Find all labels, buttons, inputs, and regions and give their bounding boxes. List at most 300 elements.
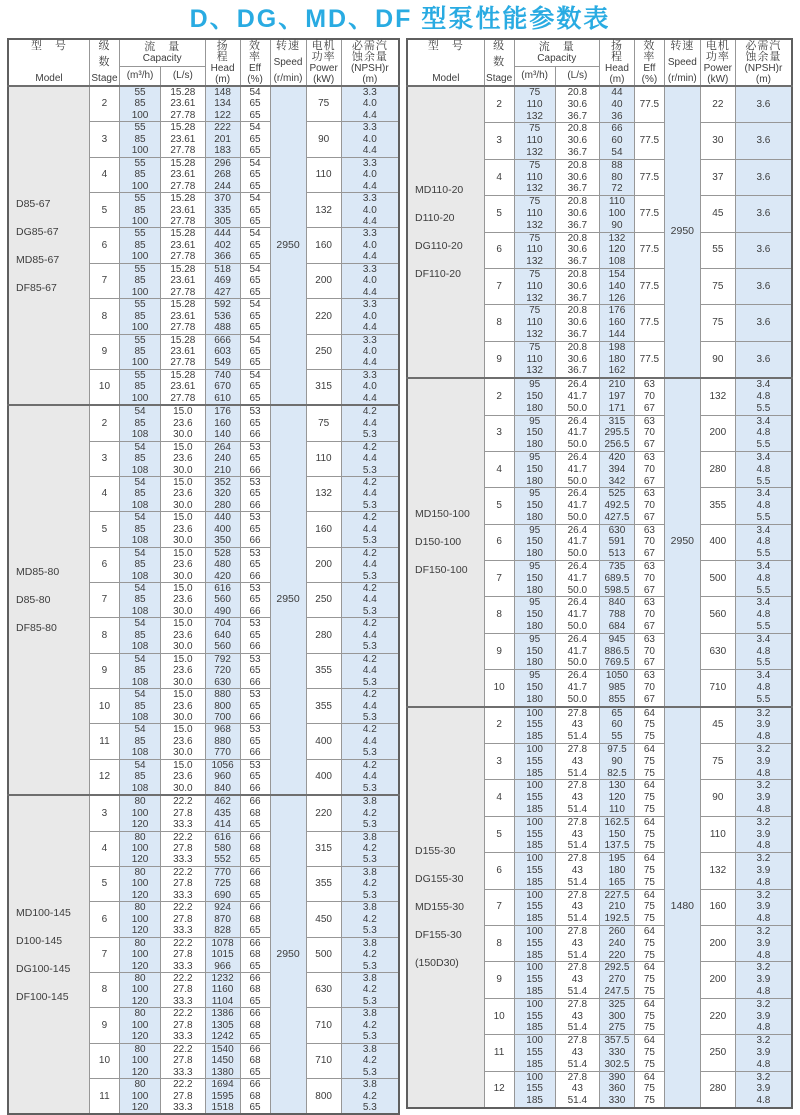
- stage-cell: 6: [484, 524, 514, 560]
- head-cell: 162.5 150 137.5: [599, 816, 634, 852]
- capacity-ls-cell: 26.4 41.7 50.0: [555, 451, 599, 487]
- power-cell: 200: [306, 263, 341, 298]
- head-cell: 222 201 183: [205, 122, 240, 157]
- stage-cell: 10: [90, 369, 120, 405]
- capacity-m3h-cell: 54 85 108: [119, 759, 160, 795]
- stage-cell: 6: [484, 232, 514, 268]
- head-cell: 1056 960 840: [205, 759, 240, 795]
- capacity-m3h-cell: 75 110 132: [514, 341, 555, 378]
- model-name: DF100-145: [16, 990, 69, 1003]
- eff-cell: 77.5: [634, 268, 664, 304]
- stage-cell: 6: [90, 547, 120, 582]
- capacity-ls-cell: 22.2 27.8 33.3: [161, 902, 205, 937]
- capacity-m3h-cell: 75 110 132: [514, 305, 555, 341]
- stage-cell: 8: [484, 597, 514, 633]
- power-cell: 160: [700, 889, 735, 925]
- capacity-m3h-cell: 95 150 180: [514, 488, 555, 524]
- eff-cell: 53 65 66: [240, 512, 270, 547]
- model-cell: [8, 405, 90, 795]
- stage-cell: 9: [484, 633, 514, 669]
- head-cell: 227.5 210 192.5: [599, 889, 634, 925]
- eff-cell: 54 65 65: [240, 228, 270, 263]
- header-speed: 转速 Speed (r/min): [270, 39, 306, 86]
- header-head: 扬 程 Head (m): [599, 39, 634, 86]
- npsh-cell: 3.6: [735, 159, 792, 195]
- power-cell: 250: [700, 1035, 735, 1071]
- capacity-m3h-cell: 80 100 120: [119, 1079, 160, 1115]
- capacity-ls-cell: 26.4 41.7 50.0: [555, 561, 599, 597]
- eff-cell: 63 70 67: [634, 561, 664, 597]
- capacity-m3h-cell: 95 150 180: [514, 633, 555, 669]
- power-cell: 30: [700, 123, 735, 159]
- capacity-m3h-cell: 100 155 185: [514, 889, 555, 925]
- stage-cell: 7: [484, 561, 514, 597]
- head-cell: 1540 1450 1380: [205, 1043, 240, 1078]
- model-cell: [8, 795, 90, 1114]
- power-cell: 280: [306, 618, 341, 653]
- npsh-cell: 3.4 4.8 5.5: [735, 561, 792, 597]
- capacity-ls-cell: 15.0 23.6 30.0: [161, 689, 205, 724]
- power-cell: 200: [700, 415, 735, 451]
- capacity-ls-cell: 27.8 43 51.4: [555, 925, 599, 961]
- model-cell: [8, 86, 90, 405]
- model-name: D155-30: [415, 845, 456, 858]
- head-cell: 924 870 828: [205, 902, 240, 937]
- eff-cell: 66 68 65: [240, 831, 270, 866]
- model-name: DF110-20: [415, 268, 461, 281]
- capacity-m3h-cell: 54 85 108: [119, 583, 160, 618]
- capacity-m3h-cell: 54 85 108: [119, 512, 160, 547]
- npsh-cell: 3.2 3.9 4.8: [735, 962, 792, 998]
- header-npsh: 必需汽 蚀余量 (NPSH)r (m): [735, 39, 792, 86]
- model-name: DF85-67: [16, 281, 57, 294]
- npsh-cell: 4.2 4.4 5.3: [341, 653, 399, 688]
- capacity-ls-cell: 15.28 23.61 27.78: [161, 193, 205, 228]
- head-cell: 176 160 144: [599, 305, 634, 341]
- capacity-ls-cell: 26.4 41.7 50.0: [555, 524, 599, 560]
- power-cell: 280: [700, 451, 735, 487]
- capacity-m3h-cell: 55 85 100: [119, 122, 160, 157]
- power-cell: 90: [700, 341, 735, 378]
- power-cell: 220: [700, 998, 735, 1034]
- power-cell: 315: [306, 369, 341, 405]
- power-cell: 75: [700, 744, 735, 780]
- capacity-m3h-cell: 100 155 185: [514, 962, 555, 998]
- header-unit-m3h: (m³/h): [119, 66, 160, 86]
- model-name: D100-145: [16, 934, 63, 947]
- capacity-ls-cell: 15.0 23.6 30.0: [161, 618, 205, 653]
- npsh-cell: 3.4 4.8 5.5: [735, 451, 792, 487]
- capacity-ls-cell: 26.4 41.7 50.0: [555, 597, 599, 633]
- capacity-ls-cell: 20.8 30.6 36.7: [555, 159, 599, 195]
- eff-cell: 66 68 65: [240, 1079, 270, 1115]
- model-cell: [407, 86, 484, 378]
- eff-cell: 66 68 65: [240, 937, 270, 972]
- eff-cell: 77.5: [634, 123, 664, 159]
- head-cell: 735 689.5 598.5: [599, 561, 634, 597]
- power-cell: 200: [306, 547, 341, 582]
- capacity-m3h-cell: 80 100 120: [119, 831, 160, 866]
- head-cell: 968 880 770: [205, 724, 240, 759]
- npsh-cell: 3.6: [735, 268, 792, 304]
- stage-cell: 3: [484, 744, 514, 780]
- power-cell: 355: [306, 689, 341, 724]
- npsh-cell: 4.2 4.4 5.3: [341, 759, 399, 795]
- eff-cell: 63 70 67: [634, 415, 664, 451]
- capacity-ls-cell: 15.28 23.61 27.78: [161, 299, 205, 334]
- capacity-m3h-cell: 80 100 120: [119, 902, 160, 937]
- eff-cell: 53 65 66: [240, 724, 270, 759]
- power-cell: 75: [306, 86, 341, 122]
- power-cell: 90: [700, 780, 735, 816]
- power-cell: 55: [700, 232, 735, 268]
- power-cell: 37: [700, 159, 735, 195]
- eff-cell: 66 68 65: [240, 866, 270, 901]
- capacity-ls-cell: 26.4 41.7 50.0: [555, 378, 599, 415]
- power-cell: 280: [700, 1071, 735, 1108]
- stage-cell: 10: [90, 1043, 120, 1078]
- capacity-m3h-cell: 100 155 185: [514, 780, 555, 816]
- npsh-cell: 3.6: [735, 123, 792, 159]
- capacity-m3h-cell: 54 85 108: [119, 441, 160, 476]
- eff-cell: 64 75 75: [634, 925, 664, 961]
- power-cell: 250: [306, 583, 341, 618]
- npsh-cell: 4.2 4.4 5.3: [341, 547, 399, 582]
- header-capacity: 流 量 Capacity: [119, 39, 205, 66]
- capacity-m3h-cell: 54 85 108: [119, 618, 160, 653]
- stage-cell: 5: [484, 488, 514, 524]
- capacity-ls-cell: 27.8 43 51.4: [555, 1071, 599, 1108]
- capacity-ls-cell: 22.2 27.8 33.3: [161, 1008, 205, 1043]
- stage-cell: 2: [90, 86, 120, 122]
- stage-cell: 4: [90, 157, 120, 192]
- npsh-cell: 3.2 3.9 4.8: [735, 998, 792, 1034]
- npsh-cell: 3.8 4.2 5.3: [341, 1043, 399, 1078]
- eff-cell: 54 65 65: [240, 86, 270, 122]
- capacity-ls-cell: 27.8 43 51.4: [555, 1035, 599, 1071]
- capacity-ls-cell: 15.28 23.61 27.78: [161, 122, 205, 157]
- npsh-cell: 4.2 4.4 5.3: [341, 476, 399, 511]
- eff-cell: 63 70 67: [634, 597, 664, 633]
- header-model: 型 号 Model: [8, 39, 90, 86]
- npsh-cell: 3.4 4.8 5.5: [735, 670, 792, 707]
- stage-cell: 2: [484, 707, 514, 744]
- head-cell: 630 591 513: [599, 524, 634, 560]
- head-cell: 370 335 305: [205, 193, 240, 228]
- stage-cell: 11: [90, 1079, 120, 1115]
- capacity-m3h-cell: 95 150 180: [514, 597, 555, 633]
- head-cell: 315 295.5 256.5: [599, 415, 634, 451]
- npsh-cell: 3.2 3.9 4.8: [735, 816, 792, 852]
- head-cell: 65 60 55: [599, 707, 634, 744]
- eff-cell: 53 65 66: [240, 547, 270, 582]
- header-head: 扬 程 Head (m): [205, 39, 240, 86]
- power-cell: 355: [306, 866, 341, 901]
- power-cell: 250: [306, 334, 341, 369]
- eff-cell: 77.5: [634, 159, 664, 195]
- npsh-cell: 3.3 4.0 4.4: [341, 193, 399, 228]
- head-cell: 296 268 244: [205, 157, 240, 192]
- power-cell: 132: [700, 853, 735, 889]
- capacity-m3h-cell: 95 150 180: [514, 561, 555, 597]
- capacity-m3h-cell: 54 85 108: [119, 547, 160, 582]
- eff-cell: 63 70 67: [634, 378, 664, 415]
- head-cell: 704 640 560: [205, 618, 240, 653]
- head-cell: 130 120 110: [599, 780, 634, 816]
- head-cell: 198 180 162: [599, 341, 634, 378]
- npsh-cell: 3.2 3.9 4.8: [735, 853, 792, 889]
- stage-cell: 10: [484, 998, 514, 1034]
- eff-cell: 66 68 65: [240, 795, 270, 831]
- eff-cell: 63 70 67: [634, 451, 664, 487]
- eff-cell: 54 65 65: [240, 263, 270, 298]
- stage-cell: 11: [90, 724, 120, 759]
- capacity-ls-cell: 27.8 43 51.4: [555, 780, 599, 816]
- capacity-ls-cell: 27.8 43 51.4: [555, 962, 599, 998]
- stage-cell: 5: [90, 512, 120, 547]
- model-name: DF155-30: [415, 929, 462, 942]
- stage-cell: 3: [90, 122, 120, 157]
- capacity-m3h-cell: 100 155 185: [514, 1071, 555, 1108]
- capacity-m3h-cell: 100 155 185: [514, 853, 555, 889]
- npsh-cell: 3.2 3.9 4.8: [735, 780, 792, 816]
- npsh-cell: 4.2 4.4 5.3: [341, 724, 399, 759]
- stage-cell: 8: [90, 972, 120, 1007]
- capacity-m3h-cell: 95 150 180: [514, 415, 555, 451]
- model-name: D110-20: [415, 212, 455, 225]
- capacity-m3h-cell: 95 150 180: [514, 524, 555, 560]
- speed-cell: 1480: [664, 707, 700, 1108]
- npsh-cell: 3.3 4.0 4.4: [341, 369, 399, 405]
- capacity-ls-cell: 27.8 43 51.4: [555, 889, 599, 925]
- eff-cell: 64 75 75: [634, 889, 664, 925]
- eff-cell: 64 75 75: [634, 853, 664, 889]
- capacity-m3h-cell: 100 155 185: [514, 925, 555, 961]
- npsh-cell: 3.2 3.9 4.8: [735, 889, 792, 925]
- stage-cell: 3: [484, 415, 514, 451]
- model-name: MD100-145: [16, 906, 71, 919]
- head-cell: 666 603 549: [205, 334, 240, 369]
- capacity-m3h-cell: 100 155 185: [514, 1035, 555, 1071]
- capacity-m3h-cell: 55 85 100: [119, 263, 160, 298]
- stage-cell: 4: [484, 451, 514, 487]
- eff-cell: 63 70 67: [634, 524, 664, 560]
- capacity-m3h-cell: 75 110 132: [514, 123, 555, 159]
- head-cell: 352 320 280: [205, 476, 240, 511]
- head-cell: 462 435 414: [205, 795, 240, 831]
- capacity-ls-cell: 15.0 23.6 30.0: [161, 583, 205, 618]
- capacity-ls-cell: 26.4 41.7 50.0: [555, 488, 599, 524]
- capacity-m3h-cell: 95 150 180: [514, 670, 555, 707]
- eff-cell: 53 65 66: [240, 689, 270, 724]
- capacity-ls-cell: 22.2 27.8 33.3: [161, 972, 205, 1007]
- stage-cell: 5: [484, 196, 514, 232]
- npsh-cell: 3.2 3.9 4.8: [735, 707, 792, 744]
- header-stage: 级 数 Stage: [486, 40, 513, 84]
- stage-cell: 3: [484, 123, 514, 159]
- npsh-cell: 3.3 4.0 4.4: [341, 86, 399, 122]
- power-cell: 400: [306, 759, 341, 795]
- power-cell: 400: [306, 724, 341, 759]
- eff-cell: 63 70 67: [634, 670, 664, 707]
- capacity-m3h-cell: 75 110 132: [514, 159, 555, 195]
- capacity-ls-cell: 15.28 23.61 27.78: [161, 86, 205, 122]
- capacity-ls-cell: 15.28 23.61 27.78: [161, 157, 205, 192]
- eff-cell: 77.5: [634, 232, 664, 268]
- stage-cell: 5: [90, 866, 120, 901]
- eff-cell: 64 75 75: [634, 1035, 664, 1071]
- head-cell: 132 120 108: [599, 232, 634, 268]
- eff-cell: 64 75 75: [634, 707, 664, 744]
- capacity-ls-cell: 20.8 30.6 36.7: [555, 86, 599, 123]
- power-cell: 45: [700, 707, 735, 744]
- capacity-m3h-cell: 100 155 185: [514, 998, 555, 1034]
- eff-cell: 53 65 66: [240, 618, 270, 653]
- capacity-ls-cell: 15.0 23.6 30.0: [161, 653, 205, 688]
- model-name: MD85-80: [16, 566, 60, 579]
- head-cell: 528 480 420: [205, 547, 240, 582]
- npsh-cell: 3.3 4.0 4.4: [341, 228, 399, 263]
- stage-cell: 8: [90, 618, 120, 653]
- eff-cell: 53 65 66: [240, 583, 270, 618]
- capacity-m3h-cell: 80 100 120: [119, 795, 160, 831]
- model-name: DF85-80: [16, 622, 57, 635]
- npsh-cell: 4.2 4.4 5.3: [341, 689, 399, 724]
- capacity-m3h-cell: 80 100 120: [119, 1043, 160, 1078]
- head-cell: 420 394 342: [599, 451, 634, 487]
- capacity-ls-cell: 15.0 23.6 30.0: [161, 759, 205, 795]
- table-row: [407, 86, 792, 123]
- head-cell: 1078 1015 966: [205, 937, 240, 972]
- power-cell: 450: [306, 902, 341, 937]
- eff-cell: 77.5: [634, 196, 664, 232]
- head-cell: 154 140 126: [599, 268, 634, 304]
- capacity-ls-cell: 20.8 30.6 36.7: [555, 232, 599, 268]
- head-cell: 148 134 122: [205, 86, 240, 122]
- stage-cell: 4: [484, 159, 514, 195]
- npsh-cell: 3.3 4.0 4.4: [341, 122, 399, 157]
- head-cell: 945 886.5 769.5: [599, 633, 634, 669]
- head-cell: 390 360 330: [599, 1071, 634, 1108]
- eff-cell: 53 65 66: [240, 441, 270, 476]
- capacity-ls-cell: 26.4 41.7 50.0: [555, 633, 599, 669]
- capacity-ls-cell: 15.0 23.6 30.0: [161, 512, 205, 547]
- head-cell: 260 240 220: [599, 925, 634, 961]
- model-name: DG100-145: [16, 962, 71, 975]
- capacity-ls-cell: 22.2 27.8 33.3: [161, 795, 205, 831]
- head-cell: 264 240 210: [205, 441, 240, 476]
- npsh-cell: 3.6: [735, 341, 792, 378]
- speed-cell: 2950: [270, 86, 306, 405]
- eff-cell: 64 75 75: [634, 1071, 664, 1108]
- eff-cell: 54 65 65: [240, 122, 270, 157]
- header-capacity: 流 量 Capacity: [514, 39, 599, 66]
- head-cell: 176 160 140: [205, 405, 240, 441]
- capacity-ls-cell: 20.8 30.6 36.7: [555, 123, 599, 159]
- header-unit-ls: (L/s): [555, 66, 599, 86]
- power-cell: 315: [306, 831, 341, 866]
- power-cell: 110: [306, 441, 341, 476]
- npsh-cell: 3.4 4.8 5.5: [735, 488, 792, 524]
- eff-cell: 54 65 65: [240, 299, 270, 334]
- model-name: D150-100: [415, 536, 462, 549]
- npsh-cell: 3.2 3.9 4.8: [735, 1035, 792, 1071]
- capacity-m3h-cell: 54 85 108: [119, 653, 160, 688]
- capacity-ls-cell: 20.8 30.6 36.7: [555, 196, 599, 232]
- npsh-cell: 3.8 4.2 5.3: [341, 902, 399, 937]
- model-name: MD150-100: [415, 508, 470, 521]
- capacity-ls-cell: 15.0 23.6 30.0: [161, 547, 205, 582]
- capacity-ls-cell: 26.4 41.7 50.0: [555, 670, 599, 707]
- capacity-ls-cell: 15.0 23.6 30.0: [161, 405, 205, 441]
- npsh-cell: 3.8 4.2 5.3: [341, 866, 399, 901]
- stage-cell: 10: [484, 670, 514, 707]
- npsh-cell: 3.4 4.8 5.5: [735, 378, 792, 415]
- head-cell: 325 300 275: [599, 998, 634, 1034]
- stage-cell: 6: [90, 228, 120, 263]
- power-cell: 710: [700, 670, 735, 707]
- stage-cell: 9: [90, 1008, 120, 1043]
- eff-cell: 53 65 66: [240, 405, 270, 441]
- head-cell: 44 40 36: [599, 86, 634, 123]
- model-name: (150D30): [415, 957, 459, 970]
- header-model: 型 号 Model: [407, 39, 484, 86]
- stage-cell: 12: [90, 759, 120, 795]
- capacity-m3h-cell: 55 85 100: [119, 193, 160, 228]
- power-cell: 75: [700, 305, 735, 341]
- stage-cell: 8: [484, 305, 514, 341]
- capacity-ls-cell: 20.8 30.6 36.7: [555, 341, 599, 378]
- power-cell: 560: [700, 597, 735, 633]
- model-name: MD110-20: [415, 184, 464, 197]
- npsh-cell: 4.2 4.4 5.3: [341, 405, 399, 441]
- capacity-ls-cell: 22.2 27.8 33.3: [161, 831, 205, 866]
- capacity-ls-cell: 20.8 30.6 36.7: [555, 305, 599, 341]
- power-cell: 110: [700, 816, 735, 852]
- power-cell: 500: [306, 937, 341, 972]
- stage-cell: 4: [90, 831, 120, 866]
- power-cell: 45: [700, 196, 735, 232]
- table-row: [8, 795, 399, 831]
- header-unit-ls: (L/s): [161, 66, 205, 86]
- power-cell: 132: [306, 476, 341, 511]
- stage-cell: 12: [484, 1071, 514, 1108]
- npsh-cell: 3.8 4.2 5.3: [341, 1008, 399, 1043]
- npsh-cell: 3.8 4.2 5.3: [341, 937, 399, 972]
- head-cell: 1694 1595 1518: [205, 1079, 240, 1115]
- tables-container: [0, 38, 800, 1115]
- power-cell: 630: [306, 972, 341, 1007]
- model-name: DG85-67: [16, 225, 59, 238]
- head-cell: 616 580 552: [205, 831, 240, 866]
- header-eff: 效 率 Eff (%): [634, 39, 664, 86]
- header-npsh: 必需汽 蚀余量 (NPSH)r (m): [341, 39, 399, 86]
- head-cell: 518 469 427: [205, 263, 240, 298]
- power-cell: 75: [700, 268, 735, 304]
- power-cell: 110: [306, 157, 341, 192]
- eff-cell: 63 70 67: [634, 633, 664, 669]
- capacity-m3h-cell: 95 150 180: [514, 378, 555, 415]
- head-cell: 1386 1305 1242: [205, 1008, 240, 1043]
- npsh-cell: 3.6: [735, 232, 792, 268]
- eff-cell: 63 70 67: [634, 488, 664, 524]
- stage-cell: 6: [90, 902, 120, 937]
- npsh-cell: 4.2 4.4 5.3: [341, 512, 399, 547]
- capacity-ls-cell: 15.28 23.61 27.78: [161, 263, 205, 298]
- capacity-m3h-cell: 54 85 108: [119, 724, 160, 759]
- speed-cell: 2950: [664, 86, 700, 378]
- stage-cell: 5: [90, 193, 120, 228]
